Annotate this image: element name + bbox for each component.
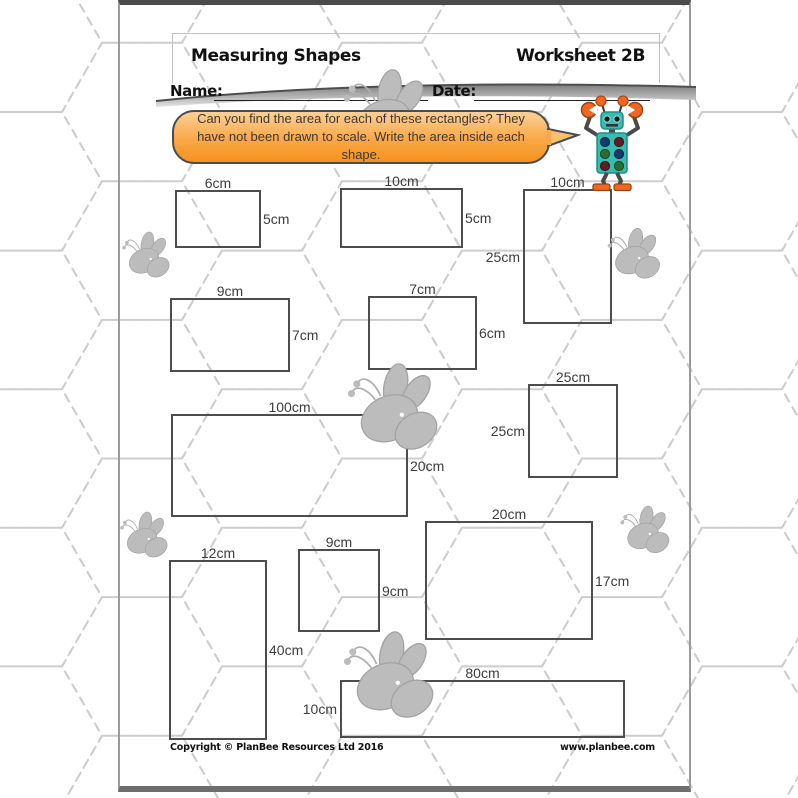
width-dimension-label: 20cm <box>491 506 527 522</box>
rectangle-shape <box>485 174 612 324</box>
worksheet-number: Worksheet 2B <box>516 46 645 66</box>
height-dimension-label: 20cm <box>410 457 445 474</box>
instruction-text: Can you find the area for each of these rectangles? They have not been drawn to scale. Write the area inside each shape. <box>197 110 525 163</box>
height-dimension-label: 7cm <box>292 327 319 343</box>
copyright-text: Copyright © PlanBee Resources Ltd 2016 <box>170 742 384 753</box>
width-dimension-label: 12cm <box>200 545 236 561</box>
robot-icon <box>580 92 644 192</box>
width-dimension-label: 80cm <box>465 665 500 681</box>
height-dimension-label: 25cm <box>490 423 525 439</box>
height-dimension-label: 17cm <box>595 572 630 589</box>
rectangle-shape <box>340 173 492 248</box>
rectangle-shape <box>170 283 319 372</box>
height-dimension-label: 5cm <box>465 210 492 226</box>
name-label: Name: <box>170 82 223 100</box>
instruction-bubble <box>172 110 550 164</box>
height-dimension-label: 25cm <box>485 248 520 265</box>
height-dimension-label: 40cm <box>269 642 304 658</box>
bee-icon <box>603 226 665 283</box>
worksheet-title: Measuring Shapes <box>191 46 361 66</box>
width-dimension-label: 9cm <box>216 283 244 299</box>
height-dimension-label: 9cm <box>382 582 409 599</box>
width-dimension-label: 100cm <box>268 399 311 415</box>
date-label: Date: <box>432 82 476 100</box>
height-dimension-label: 5cm <box>263 211 290 227</box>
width-dimension-label: 6cm <box>204 175 232 191</box>
height-dimension-label: 6cm <box>479 325 506 341</box>
rectangle-shape <box>490 369 618 478</box>
bee-icon <box>616 504 674 557</box>
rectangle-shape <box>169 545 304 740</box>
rectangle-shape <box>175 175 290 248</box>
bee-icon <box>340 360 446 457</box>
height-dimension-label: 10cm <box>302 701 337 717</box>
width-dimension-label: 10cm <box>384 173 419 189</box>
bee-icon <box>116 510 172 561</box>
website-text: www.planbee.com <box>560 742 655 753</box>
width-dimension-label: 10cm <box>550 174 585 190</box>
bee-icon <box>336 628 442 725</box>
width-dimension-label: 7cm <box>409 281 436 297</box>
rectangle-shape <box>298 534 409 632</box>
width-dimension-label: 9cm <box>325 534 353 550</box>
bee-icon <box>118 230 174 281</box>
rectangle-shape <box>425 506 630 640</box>
width-dimension-label: 25cm <box>555 369 591 385</box>
rectangle-shape <box>368 281 506 370</box>
speech-bubble-tail <box>547 126 581 150</box>
